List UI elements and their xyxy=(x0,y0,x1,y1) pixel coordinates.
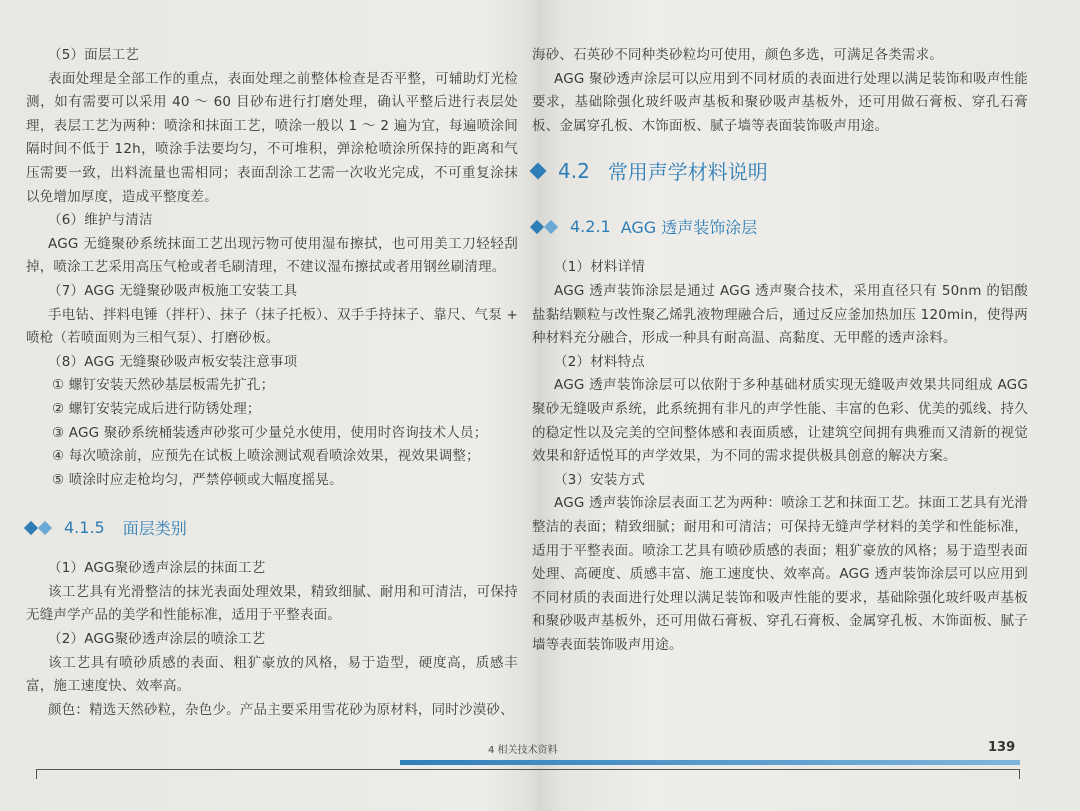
heading-number: 4.2 xyxy=(558,158,590,183)
category-1-title: （1）AGG聚砂透声涂层的抹面工艺 xyxy=(48,560,266,577)
list-item: ⑤ 喷涂时应走枪均匀，严禁停顿或大幅度摇晃。 xyxy=(52,471,343,488)
material-1-title: （1）材料详情 xyxy=(554,259,645,276)
heading-number: 4.2.1 xyxy=(570,217,611,237)
footer-rule xyxy=(36,769,1020,770)
section-6-title: （6）维护与清洁 xyxy=(48,212,153,229)
application-body: AGG 聚砂透声涂层可以应用到不同材质的表面进行处理以满足装饰和吸声性能要求，基础除强化玻纤吸声基板和聚砂吸声基板外，还可用做石膏板、穿孔石膏板、金属穿孔板、木饰面板、腻子墙等表面装饰吸声用途。 xyxy=(532,70,1028,134)
footer-rule-tick xyxy=(36,769,37,779)
list-item: ④ 每次喷涂前，应预先在试板上喷涂测试观看喷涂效果，视效果调整； xyxy=(52,448,480,465)
section-8-title: （8）AGG 无缝聚砂吸声板安装注意事项 xyxy=(48,353,298,370)
left-column xyxy=(26,44,518,722)
list-item: ③ AGG 聚砂系统桶装透声砂浆可少量兑水使用，使用时咨询技术人员； xyxy=(52,424,488,441)
category-2-title: （2）AGG聚砂透声涂层的喷涂工艺 xyxy=(48,631,266,648)
section-7-title: （7）AGG 无缝聚砂吸声板施工安装工具 xyxy=(48,282,298,299)
heading-title: 常用声学材料说明 xyxy=(607,160,768,185)
diamond-bullet-icon xyxy=(532,222,560,232)
section-5-title: （5）面层工艺 xyxy=(48,47,139,63)
material-2-title: （2）材料特点 xyxy=(554,353,645,370)
heading-4-1-5 xyxy=(26,516,518,539)
footer-accent-bar xyxy=(400,760,1020,765)
material-3-body: AGG 透声装饰涂层表面工艺为两种：喷涂工艺和抹面工艺。抹面工艺具有光滑整洁的表面；精致细腻；耐用和可清洁；可保持无缝声学材料的美学和性能标准，适用于平整表面。喷涂工艺具有喷砂质感的表面；粗犷豪放的风格；易于造型表面处理、高硬度、质感丰富、施工速度快、效率高。AGG 透声装饰涂层可以应用到不同材质的表面进行处理以满足装饰和吸声性能的要求，基础除强化玻纤吸声基板和聚砂吸声基板外，还可用做石膏板、穿孔石膏板、金属穿孔板、木饰面板、腻子墙等表面装饰吸声用途。 xyxy=(532,495,1028,653)
color-body: 颜色：精选天然砂粒，杂色少。产品主要采用雪花砂为原材料，同时沙漠砂、 xyxy=(48,701,514,718)
list-item: ② 螺钉安装完成后进行防锈处理； xyxy=(52,400,261,417)
heading-number: 4.1.5 xyxy=(64,518,105,538)
page-number: 139 xyxy=(988,740,1016,755)
section-7-body: 手电钻、拌料电锤（拌杆）、抹子（抹子托板）、双手手持抹子、靠尺、气泵 + 喷枪（若喷面则为三相气泵）、打磨砂板。 xyxy=(26,306,518,347)
category-1-body: 该工艺具有光滑整洁的抹光表面处理效果，精致细腻、耐用和可清洁，可保持无缝声学产品的美学和性能标准，适用于平整表面。 xyxy=(26,583,518,624)
section-6-body: AGG 无缝聚砂系统抹面工艺出现污物可使用湿布擦拭，也可用美工刀轻轻刮掉，喷涂工艺采用高压气枪或者毛刷清理，不建议湿布擦拭或者用钢丝刷清理。 xyxy=(26,235,518,276)
material-2-body: AGG 透声装饰涂层可以依附于多种基础材质实现无缝吸声效果共同组成 AGG 聚砂无缝吸声系统，此系统拥有非凡的声学性能、丰富的色彩、优美的弧线、持久的稳定性以及完美的空间整体感和表面质感，让建筑空间拥有典雅而又清新的视觉效果和舒适悦耳的声学效果，为不同的需求提供极具创意的解决方案。 xyxy=(532,377,1028,465)
diamond-bullet-icon xyxy=(26,523,54,533)
material-1-body: AGG 透声装饰涂层是通过 AGG 透声聚合技术，采用直径只有 50nm 的铝酸盐黏结颗粒与改性聚乙烯乳液物理融合后，通过反应釜加热加压 120min，使得两种材料充分融合，形成一种具有耐高温、高黏度、无甲醛的透声涂料。 xyxy=(532,282,1028,347)
heading-title: 面层类别 xyxy=(122,519,187,539)
section-5-body: 表面处理是全部工作的重点，表面处理之前整体检查是否平整，可辅助灯光检测，如有需要可以采用 40 ～ 60 目砂布进行打磨处理，确认平整后进行表层处理，表层工艺为两种：喷涂和抹面工艺，喷涂一般以 1 ～ 2 遍为宜，每遍喷涂间隔时间不低于 12h，喷涂手法要均匀，不可堆积，弹涂枪喷涂所保持的距离和气压需要一致，出料流量也需相同；表面刮涂工艺需一次收光完成，不可重复涂抹以免增加厚度，造成平整度差。 xyxy=(26,70,518,205)
footer-chapter-label: 4 相关技术资料 xyxy=(488,745,558,756)
footer-rule-tick xyxy=(1019,769,1020,779)
material-3-title: （3）安装方式 xyxy=(554,471,645,488)
diamond-bullet-icon xyxy=(532,165,548,177)
list-item: ① 螺钉安装天然砂基层板需先扩孔； xyxy=(52,377,275,394)
right-column xyxy=(532,44,1028,657)
continued-body: 海砂、石英砂不同种类砂粒均可使用，颜色多选，可满足各类需求。 xyxy=(532,47,943,63)
category-2-body: 该工艺具有喷砂质感的表面、粗犷豪放的风格，易于造型，硬度高，质感丰富，施工速度快、效率高。 xyxy=(26,654,518,695)
heading-4-2 xyxy=(532,156,1028,185)
heading-title: AGG 透声装饰涂层 xyxy=(620,218,758,238)
heading-4-2-1 xyxy=(532,215,1028,238)
